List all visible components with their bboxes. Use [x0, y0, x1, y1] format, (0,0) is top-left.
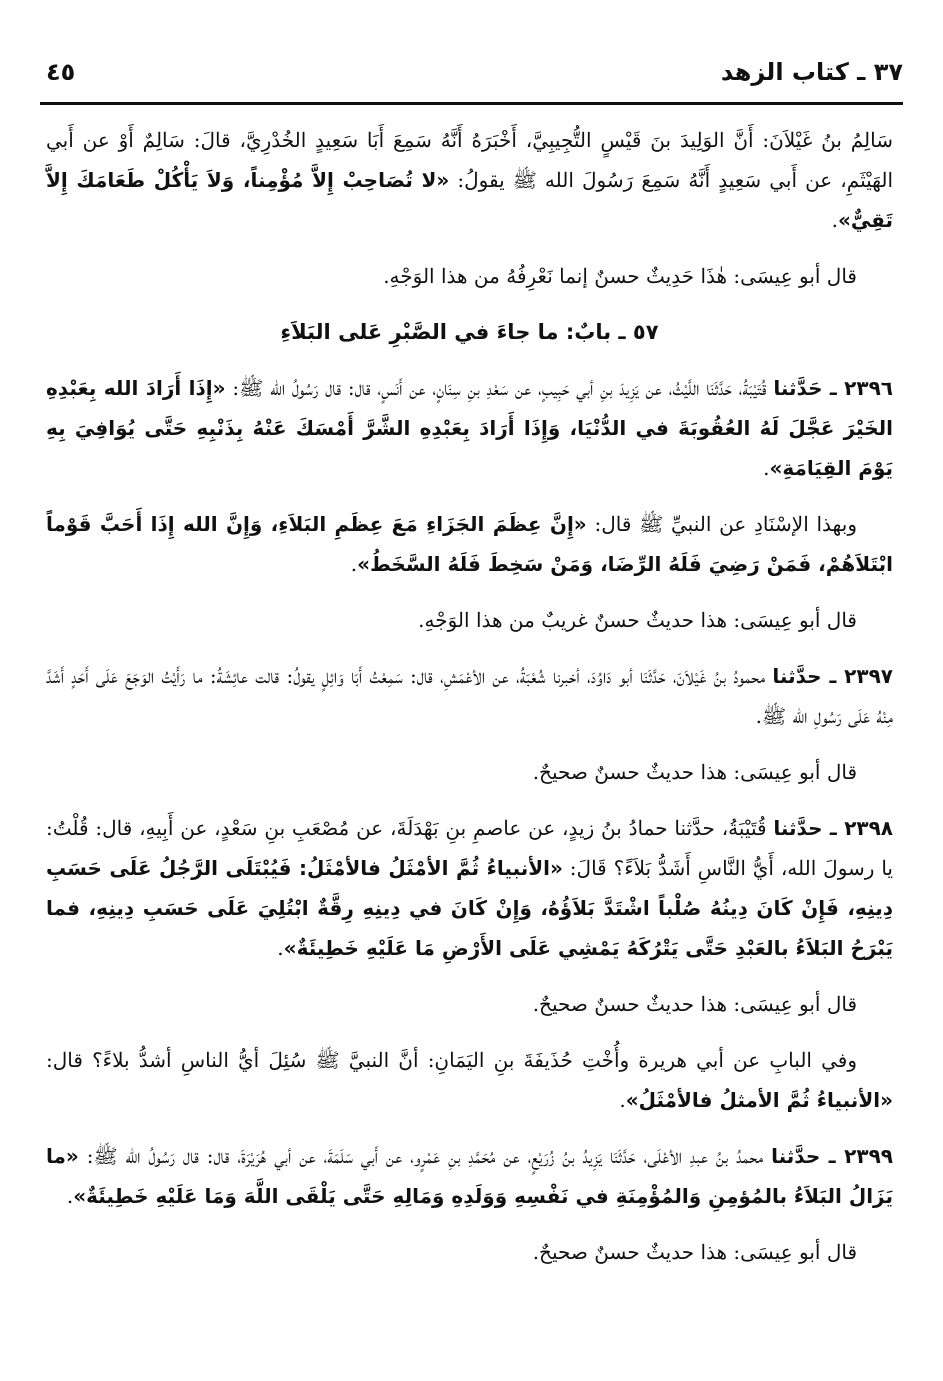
page-number: ٤٥	[46, 58, 76, 86]
paragraph-2398	[46, 808, 893, 968]
punctuation: .	[66, 1184, 74, 1208]
narration-text: محمودُ بنُ غَيْلاَنَ، حَدَّثَنَا أبو دَاوُدَ، أخبرنا شُعْبَةُ، عن الأعْمَشِ، قال: سَمِعْتُ أَبَا وَائِلٍ يقولُ: قالت عائِشَةُ: ما رَأَيْتُ الوَجَعَ عَلَى أَحَدٍ أَشَدَّ مِنْهُ عَلَى رَسُولِ الله ﷺ.	[46, 664, 893, 728]
punctuation: .	[350, 552, 358, 576]
punctuation: .	[831, 208, 838, 232]
hadith-number: ٢٣٩٨ ـ حدَّثنا	[773, 816, 894, 840]
paragraph-12: قال أبو عِيسَى: هذا حديثٌ حسنٌ صحيحٌ.	[532, 1240, 857, 1264]
hadith-text: «الأنبياءُ ثُمَّ الأمثلُ فالأمْثَلُ»	[625, 1088, 893, 1112]
hadith-text: «لا تُصَاحِبْ إِلاَّ مُؤْمِناً، وَلاَ يَأْكُلْ طَعَامَكَ إِلاَّ تَقِيٌّ»	[46, 168, 893, 232]
header-rule	[40, 102, 903, 105]
page-header	[40, 58, 903, 98]
chapter-title: ٣٧ ـ كتاب الزهد	[720, 58, 903, 86]
paragraph-9: قال أبو عِيسَى: هذا حديثٌ حسنٌ صحيحٌ.	[532, 992, 857, 1016]
paragraph-2397	[46, 656, 893, 736]
paragraph-2399	[46, 1136, 893, 1216]
hadith-text: «إِذَا أَرَادَ الله بِعَبْدِهِ الخَيْرَ عَجَّلَ لَهُ العُقُوبَةَ في الدُّنْيَا، وَإِذَا أَرَادَ بِعَبْدِهِ الشَّرَّ أَمْسَكَ عَنْهُ بِذَنْبِهِ حَتَّى يُوَافِيَ بِهِ يَوْمَ القِيَامَةِ»	[46, 376, 893, 480]
paragraph-1	[46, 120, 893, 240]
narration-text: قُتَيْبَةُ، حدَّثنا حمادُ بنُ زيدٍ، عن عاصمِ بنِ بَهْدَلَةَ، عن مُصْعَبِ بنِ سَعْدٍ، عن أَبِيهِ، قال: قُلْتُ: يا رسولَ الله، أَيُّ النَّاسِ أَشَدُّ بَلاَءً؟ قَالَ:	[46, 816, 893, 880]
narration-text: سَالِمُ بنُ غَيْلاَنَ: أَنَّ الوَلِيدَ بنَ قَيْسٍ التُّجِيبِيَّ، أَخْبَرَهُ أَنَّهُ سَمِعَ أَبَا سَعِيدٍ الخُدْرِيَّ، قالَ: سَالِمٌ أَوْ عن أَبي الهَيْثَمِ، عن أَبي سَعِيدٍ أَنَّهُ سَمِعَ رَسُولَ الله ﷺ يقولُ:	[46, 128, 894, 192]
paragraph-7: قال أبو عِيسَى: هذا حديثٌ حسنٌ صحيحٌ.	[532, 760, 857, 784]
narration-text: محمدُ بنُ عبدِ الأعْلَى، حَدَّثَنَا يَزِيدُ بنُ زُرَيْعٍ، عن مُحَمَّدِ بنِ عَمْرٍو، عن أَبي سَلَمَةَ، عن أبي هُرَيْرَةَ، قال: قال رَسُولُ الله ﷺ:	[78, 1144, 772, 1168]
narration-text: وفي البابِ عن أبي هريرة وأُخْتِ حُذَيفَةَ بنِ اليَمَانِ: أنَّ النبيَّ ﷺ سُئِلَ أيُّ الناسِ أشدُّ بلاءً؟ قال:	[46, 1048, 857, 1072]
main-text	[46, 120, 893, 1288]
hadith-text: «إِنَّ عِظَمَ الجَزَاءِ مَعَ عِظَمِ البَلاَءِ، وَإِنَّ الله إِذَا أَحَبَّ قَوْماً ابْتَلاَهُمْ، فَمَنْ رَضِيَ فَلَهُ الرِّضَا، وَمَنْ سَخِطَ فَلَهُ السَّخَطُ»	[46, 512, 893, 576]
hadith-number: ٢٣٩٧ ـ حدَّثنا	[772, 664, 893, 688]
punctuation: .	[619, 1088, 626, 1112]
hadith-text: «ما يَزَالُ البَلاَءُ بالمُؤمِنِ وَالمُؤْمِنَةِ في نَفْسِهِ وَوَلَدِهِ وَمَالِهِ حَتَّى يَلْقَى اللَّهَ وَمَا عَلَيْهِ خَطِيئَةٌ»	[46, 1144, 893, 1208]
paragraph-5: قال أبو عِيسَى: هذا حديثٌ حسنٌ غريبٌ من هذا الوَجْهِ.	[418, 608, 857, 632]
hadith-number: ٢٣٩٩ ـ حدَّثنا	[771, 1144, 893, 1168]
paragraph-10	[46, 1040, 893, 1120]
section-heading: ٥٧ ـ بابٌ: ما جاءَ في الصَّبْرِ عَلى البَلاَءِ	[280, 320, 659, 344]
narration-text: قُتَيْبَةُ، حَدَّثَنَا اللَّيْثُ، عن يَزِيدَ بنِ أبي حَبِيبٍ، عن سَعْدِ بنِ سِنَانٍ، عن أَنَسٍ، قال: قال رَسُولُ الله ﷺ:	[225, 376, 774, 400]
paragraph-4	[46, 504, 893, 584]
narration-text: وبهذا الإسْنَادِ عن النبيِّ ﷺ قال:	[586, 512, 857, 536]
punctuation: .	[277, 936, 284, 960]
punctuation: .	[763, 456, 770, 480]
hadith-text: «الأنبياءُ ثُمَّ الأمْثَلُ فالأمْثَلُ: فَيُبْتَلَى الرَّجُلُ عَلَى حَسَبِ دِينِهِ، فَإِنْ كَانَ دِينُهُ صُلْباً اشْتَدَّ بَلاَؤُهُ، وَإِنْ كَانَ في دِينِهِ رِقَّةٌ ابْتُلِيَ عَلَى حَسَبِ دِينِهِ، فما يَبْرَحُ البَلاَءُ بالعَبْدِ حَتَّى يَتْرُكَهُ يَمْشِي عَلَى الأَرْضِ مَا عَلَيْهِ خَطِيئَةٌ»	[46, 856, 893, 960]
paragraph-2: قال أبو عِيسَى: هٰذَا حَدِيثٌ حسنٌ إنما نَعْرِفُهُ من هذا الوَجْهِ.	[383, 264, 857, 288]
paragraph-2396	[46, 368, 893, 488]
hadith-number: ٢٣٩٦ ـ حَدَّثنا	[773, 376, 893, 400]
